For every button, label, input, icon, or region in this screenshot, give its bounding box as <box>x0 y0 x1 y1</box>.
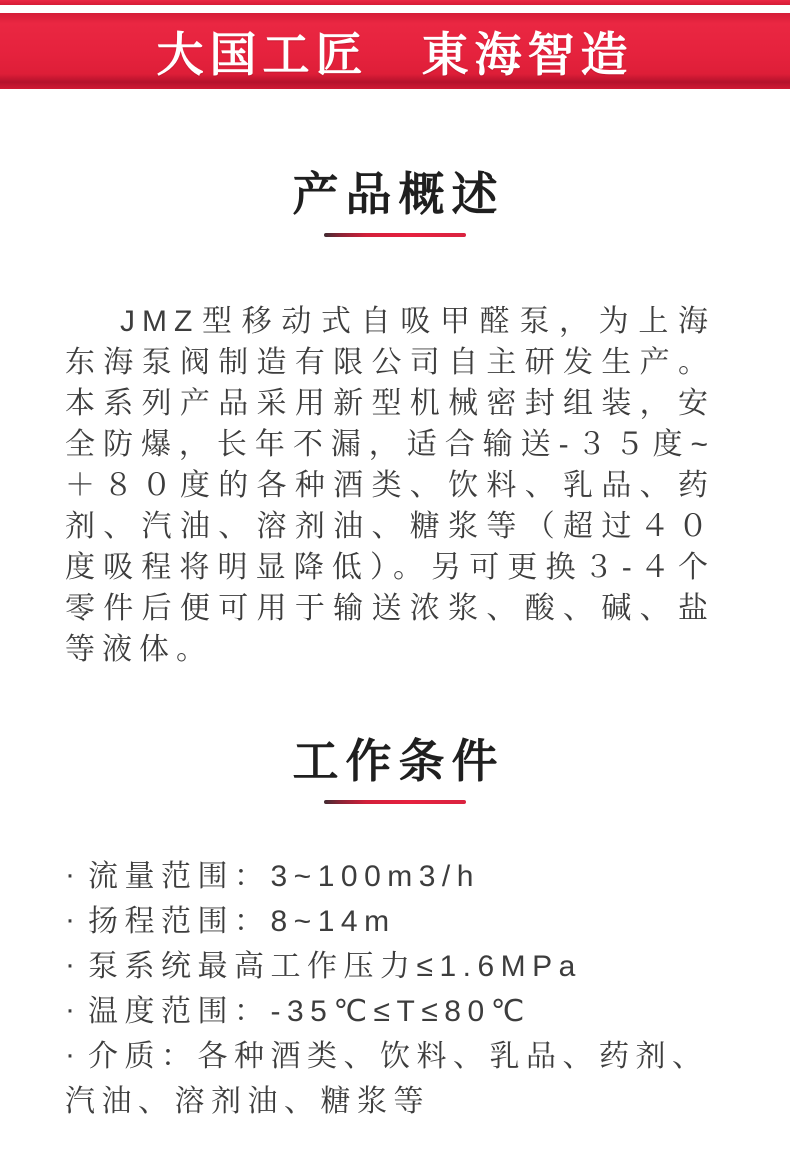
bullet-icon: · <box>65 858 75 891</box>
banner-title: 大国工匠 東海智造 <box>156 27 634 81</box>
conditions-list <box>65 854 730 1124</box>
condition-item-head-range <box>65 899 730 944</box>
bullet-icon: · <box>65 1038 75 1071</box>
condition-item-media <box>65 1034 730 1124</box>
condition-item-label: 扬程范围：8~14m <box>88 905 396 938</box>
section-overview <box>0 169 790 670</box>
bullet-icon: · <box>65 903 75 936</box>
condition-item-max-pressure <box>65 944 730 989</box>
section-conditions <box>0 736 790 1124</box>
condition-item-label: 流量范围：3~100m3/h <box>88 860 480 893</box>
overview-paragraph: JMZ型移动式自吸甲醛泵，为上海东海泵阀制造有限公司自主研发生产。本系列产品采用新型机械密封组装，安全防爆，长年不漏，适合输送-３５度~＋８０度的各种酒类、饮料、乳品、药剂、汽油、溶剂油、糖浆等（超过４０度吸程将明显降低）。另可更换３-４个零件后便可用于输送浓浆、酸、碱、盐等液体。 <box>65 305 715 666</box>
overview-title-underline <box>324 233 466 237</box>
conditions-title: 工作条件 <box>292 735 505 787</box>
condition-item-label: 介质：各种酒类、饮料、乳品、药剂、汽油、溶剂油、糖浆等 <box>65 1040 709 1118</box>
conditions-title-underline <box>324 800 466 804</box>
overview-title: 产品概述 <box>292 168 505 220</box>
ribbon-gap <box>0 5 790 13</box>
condition-item-label: 泵系统最高工作压力≤1.6MPa <box>88 950 582 983</box>
bullet-icon: · <box>65 993 75 1026</box>
condition-item-temp-range <box>65 989 730 1034</box>
brand-banner <box>0 13 790 89</box>
bullet-icon: · <box>65 948 75 981</box>
condition-item-label: 温度范围：-35℃≤T≤80℃ <box>88 995 531 1028</box>
condition-item-flow-range <box>65 854 730 899</box>
